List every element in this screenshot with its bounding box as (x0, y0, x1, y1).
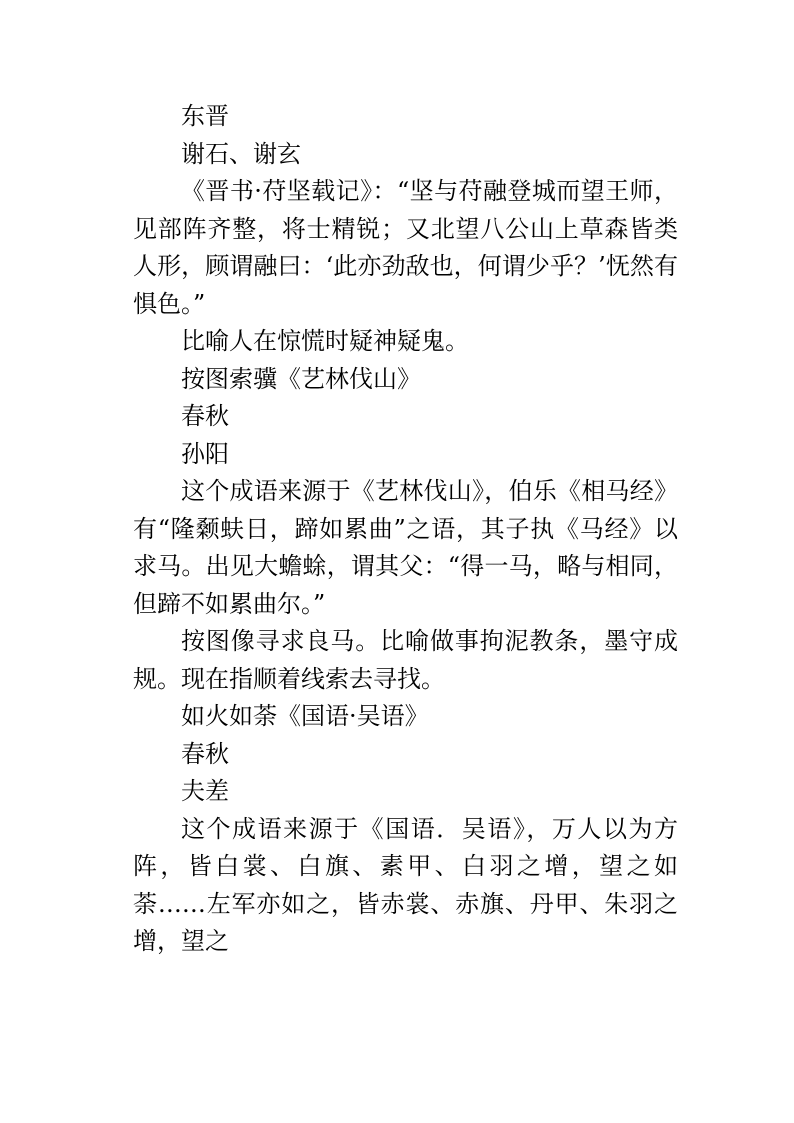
person-label: 夫差 (181, 777, 229, 805)
source-quote-paragraph: 这个成语来源于《艺林伐山》，伯乐《相马经》有“隆颡蚨日，蹄如累曲”之语，其子执《马经》以求马。出见大蟾蜍，谓其父：“得一马，略与相同，但蹄不如累曲尔。” (133, 477, 678, 618)
dynasty-label: 春秋 (181, 402, 229, 430)
source-quote-paragraph: 这个成语来源于《国语．吴语》，万人以为方阵，皆白裳、白旗、素甲、白羽之增，望之如荼……左军亦如之，皆赤裳、赤旗、丹甲、朱羽之增，望之 (133, 814, 678, 955)
document-body (133, 98, 678, 961)
dynasty-label: 春秋 (181, 739, 229, 768)
meaning-paragraph: 比喻人在惊慌时疑神疑鬼。 (181, 327, 469, 355)
person-label: 谢石、谢玄 (181, 139, 301, 168)
source-quote-paragraph: 《晋书·苻坚载记》：“坚与苻融登城而望王师，见部阵齐整，将士精锐；又北望八公山上草森皆类人形，顾谓融曰：‘此亦劲敌也，何谓少乎？’怃然有惧色。” (133, 177, 678, 318)
idiom-heading: 如火如荼《国语·吴语》 (181, 702, 429, 730)
idiom-heading: 按图索骥《艺林伐山》 (181, 364, 421, 393)
person-label: 孙阳 (181, 439, 229, 468)
meaning-paragraph: 按图像寻求良马。比喻做事拘泥教条，墨守成规。现在指顺着线索去寻找。 (133, 627, 678, 693)
dynasty-label: 东晋 (181, 102, 229, 130)
